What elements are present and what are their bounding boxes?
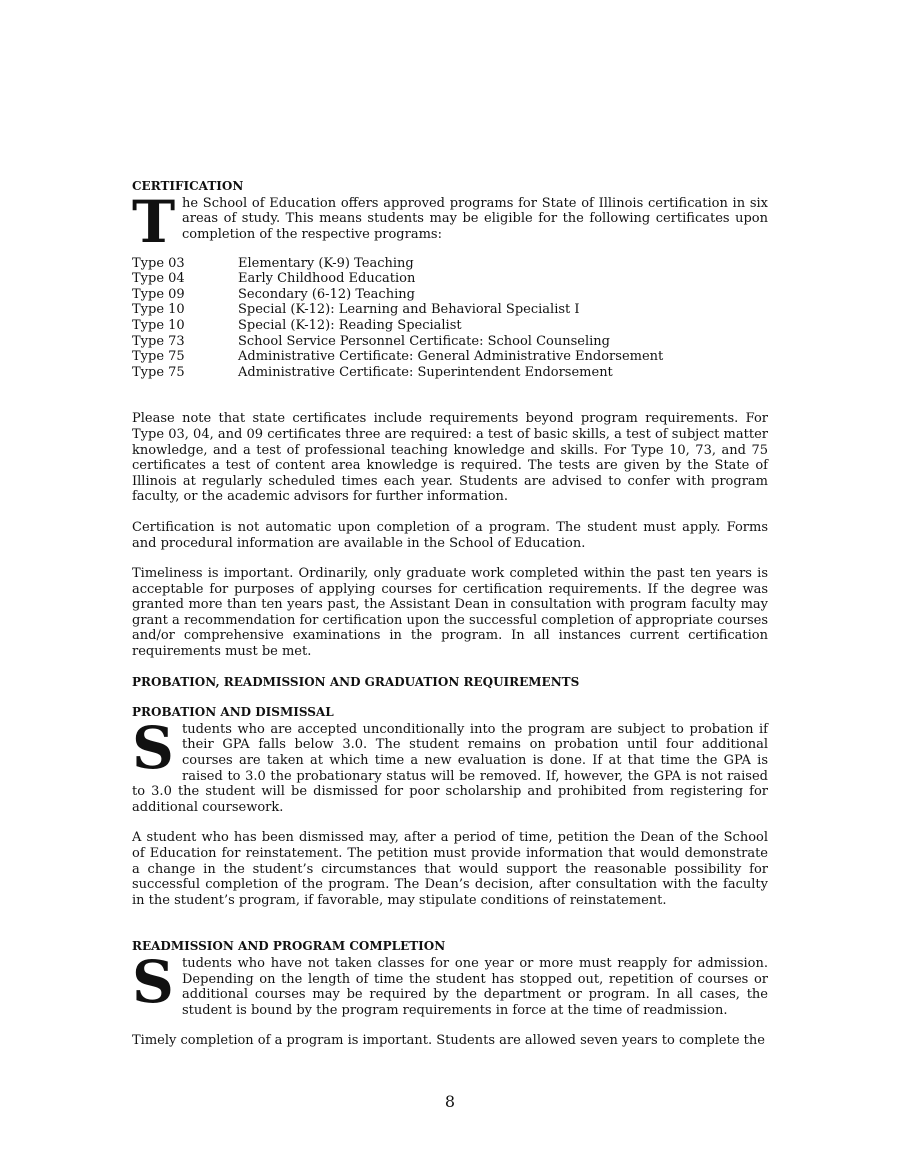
readmission-paragraph-text: tudents who have not taken classes for one year or more must reapply for admission. Depending on the length of time the student has stopped out, repetition of courses or additional courses may be required by the department or program. In all cases, the student is bound by the program requirements in force at the time of readmission. bbox=[182, 955, 768, 1018]
page-content bbox=[132, 179, 768, 1049]
certificate-name: Administrative Certificate: Superintendent Endorsement bbox=[238, 364, 613, 380]
certificate-name: Secondary (6-12) Teaching bbox=[238, 286, 415, 302]
certificate-name: Administrative Certificate: General Administrative Endorsement bbox=[238, 349, 664, 365]
certificate-row bbox=[132, 256, 768, 272]
certificate-name: Early Childhood Education bbox=[238, 271, 416, 287]
certification-paragraph: Certification is not automatic upon completion of a program. The student must apply. Forms and procedural information are available in the School of Education. bbox=[132, 519, 768, 551]
dismissal-paragraph: A student who has been dismissed may, after a period of time, petition the Dean of the School of Education for reinstatement. The petition must provide information that would demonstrate a change in the student’s circumstances that would support the reasonable possibility for successful completion of the program. The Dean’s decision, after consultation with the faculty in the student’s program, if favorable, may stipulate conditions of reinstatement. bbox=[132, 830, 768, 908]
certification-paragraph: Timeliness is important. Ordinarily, only graduate work completed within the past ten years is acceptable for purposes of applying courses for certification requirements. If the degree was granted more than ten years past, the Assistant Dean in consultation with program faculty may grant a recommendation for certification upon the successful completion of appropriate courses and/or comprehensive examinations in the program. In all instances current certification requirements must be met. bbox=[132, 566, 768, 660]
page-number: 8 bbox=[444, 1092, 456, 1111]
certificate-name: Special (K-12): Learning and Behavioral Specialist I bbox=[238, 302, 580, 318]
dropcap-s: S bbox=[132, 713, 174, 782]
certificate-name: Special (K-12): Reading Specialist bbox=[238, 317, 462, 333]
certificate-list bbox=[132, 256, 768, 381]
readmission-paragraph bbox=[132, 947, 768, 1018]
certificate-type: Type 09 bbox=[132, 286, 185, 302]
certificate-row bbox=[132, 334, 768, 350]
certification-intro-text: he School of Education offers approved programs for State of Illinois certification in six areas of study. This means students may be eligible for the following certificates upon completion of the respective programs: bbox=[182, 195, 768, 242]
certificate-row bbox=[132, 287, 768, 303]
certificate-row bbox=[132, 302, 768, 318]
certificate-type: Type 10 bbox=[132, 317, 185, 333]
certificate-row bbox=[132, 349, 768, 365]
certification-heading: CERTIFICATION bbox=[132, 179, 244, 193]
dropcap-t: T bbox=[132, 187, 176, 256]
probation-paragraph bbox=[132, 713, 768, 816]
certificate-type: Type 73 bbox=[132, 333, 185, 349]
certificate-type: Type 04 bbox=[132, 271, 185, 287]
probation-heading: PROBATION AND DISMISSAL bbox=[132, 705, 334, 720]
certification-paragraph: Please note that state certificates include requirements beyond program requirements. For Type 03, 04, and 09 certificates three are required: a test of basic skills, a test of subject matter knowledge, and a test of professional teaching knowledge and skills. For Type 10, 73, and 75 certificates a test of content area knowledge is required. The tests are given by the State of Illinois at regularly scheduled times each year. Students are advised to confer with program faculty, or the academic advisors for further information. bbox=[132, 411, 768, 505]
certificate-type: Type 75 bbox=[132, 364, 185, 380]
certification-intro bbox=[132, 187, 768, 256]
probation-section-heading: PROBATION, READMISSION AND GRADUATION REQUIREMENTS bbox=[132, 674, 580, 689]
probation-paragraph-text: tudents who are accepted unconditionally into the program are subject to probation if their GPA falls below 3.0. The student remains on probation until four additional courses are taken at which time a new evaluation is done. If at that time the GPA is raised to 3.0 the probationary status will be removed. If, however, the GPA is not raised to 3.0 the student will be dismissed for poor scholarship and prohibited from registering for additional coursework. bbox=[132, 721, 768, 815]
certificate-row bbox=[132, 271, 768, 287]
certificate-type: Type 03 bbox=[132, 255, 185, 271]
certificate-row bbox=[132, 365, 768, 381]
program-completion-paragraph: Timely completion of a program is important. Students are allowed seven years to complete the bbox=[132, 1033, 765, 1049]
dropcap-s: S bbox=[132, 947, 174, 1016]
certificate-name: School Service Personnel Certificate: School Counseling bbox=[238, 333, 610, 349]
certificate-name: Elementary (K-9) Teaching bbox=[238, 255, 414, 271]
readmission-heading: READMISSION AND PROGRAM COMPLETION bbox=[132, 939, 446, 954]
certificate-type: Type 75 bbox=[132, 349, 185, 365]
certificate-row bbox=[132, 318, 768, 334]
certificate-type: Type 10 bbox=[132, 302, 185, 318]
